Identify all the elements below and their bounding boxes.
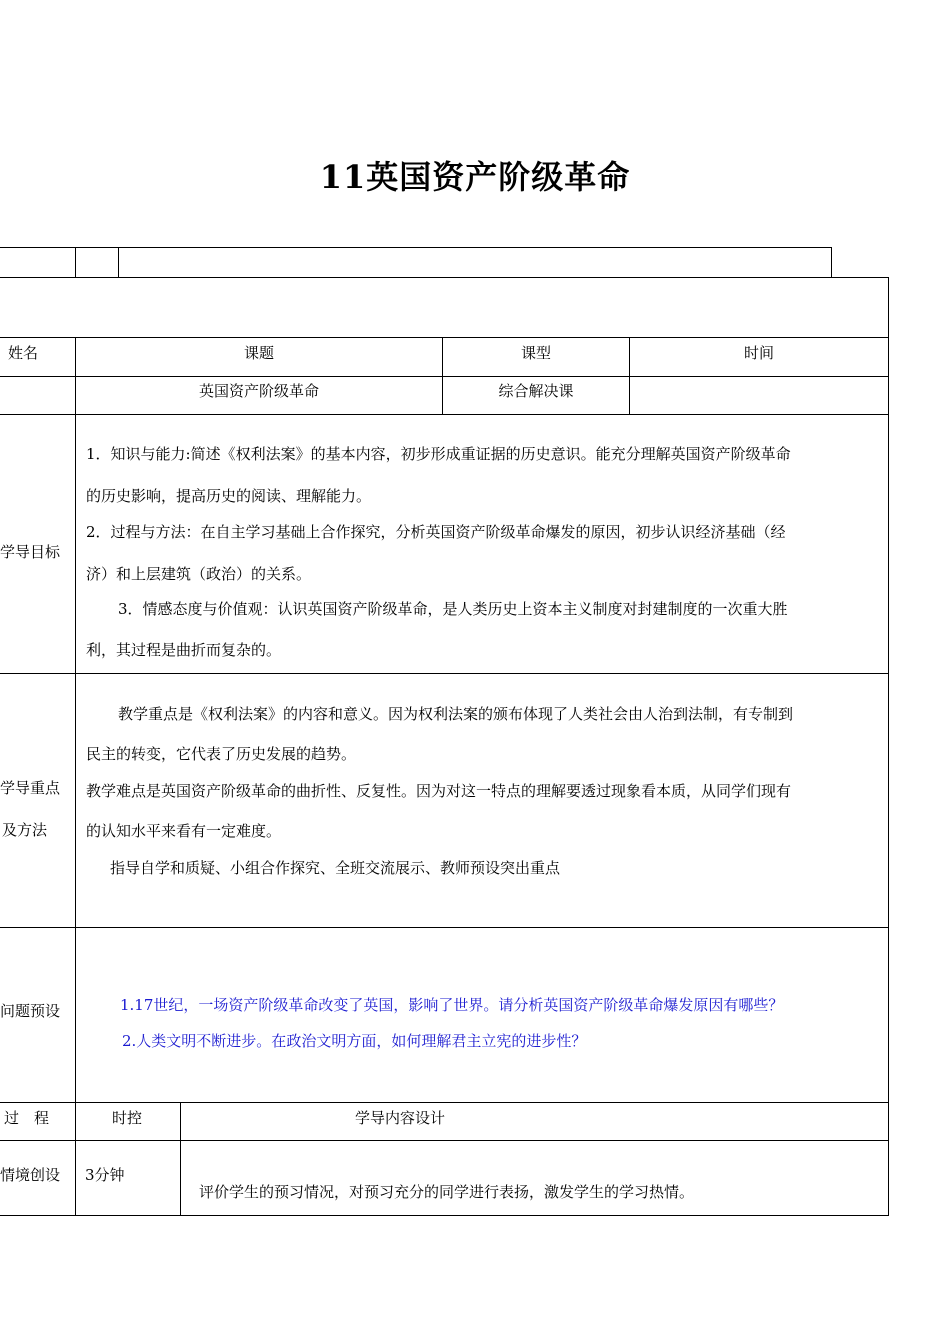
question-item: 2.人类文明不断进步。在政治文明方面，如何理解君主立宪的进步性？ [122, 1032, 587, 1050]
topic-label: 课题 [243, 344, 274, 362]
focus-line: 教学难点是英国资产阶级革命的曲折性、反复性。因为对这一特点的理解要透过现象看本质，从同学们现有 [86, 782, 792, 800]
focus-line: 指导自学和质疑、小组合作探究、全班交流展示、教师预设突出重点 [110, 859, 561, 877]
process-content: 评价学生的预习情况，对预习充分的同学进行表扬，激发学生的学习热情。 [199, 1183, 695, 1201]
objective-line: 济）和上层建筑（政治）的关系。 [86, 565, 312, 583]
question-item: 1.17世纪，一场资产阶级革命改变了英国，影响了世界。请分析英国资产阶级革命爆发原因有哪些？ [120, 996, 784, 1014]
process-header-content: 学导内容设计 [355, 1109, 446, 1127]
focus-label-line2: 及方法 [2, 821, 48, 839]
process-stage: 情境创设 [0, 1166, 61, 1184]
type-value: 综合解决课 [498, 382, 574, 400]
objectives-label: 学导目标 [0, 543, 61, 561]
focus-line: 的认知水平来看有一定难度。 [86, 822, 282, 840]
process-header-stage: 过 程 [4, 1109, 50, 1127]
time-label: 时间 [743, 344, 774, 362]
objective-line: 2．过程与方法：在自主学习基础上合作探究，分析英国资产阶级革命爆发的原因，初步认识经济基础（经 [86, 523, 786, 541]
process-header-time: 时控 [112, 1109, 143, 1127]
topic-value: 英国资产阶级革命 [198, 382, 319, 400]
process-time: 3分钟 [85, 1166, 125, 1184]
focus-label-line1: 学导重点 [0, 779, 61, 797]
questions-label: 问题预设 [0, 1002, 61, 1020]
objective-line: 3．情感态度与价值观：认识英国资产阶级革命，是人类历史上资本主义制度对封建制度的一次重大胜 [118, 600, 788, 618]
objective-line: 利，其过程是曲折而复杂的。 [86, 641, 282, 659]
focus-line: 民主的转变，它代表了历史发展的趋势。 [86, 745, 357, 763]
objective-line: 1．知识与能力:简述《权利法案》的基本内容，初步形成重证据的历史意识。能充分理解英国资产阶级革命 [86, 445, 791, 463]
name-label: 姓名 [8, 344, 39, 362]
type-label: 课型 [520, 344, 551, 362]
page-title: 11英国资产阶级革命 [319, 158, 631, 196]
objective-line: 的历史影响，提高历史的阅读、理解能力。 [86, 487, 372, 505]
focus-line: 教学重点是《权利法案》的内容和意义。因为权利法案的颁布体现了人类社会由人治到法制，有专制到 [118, 705, 794, 723]
